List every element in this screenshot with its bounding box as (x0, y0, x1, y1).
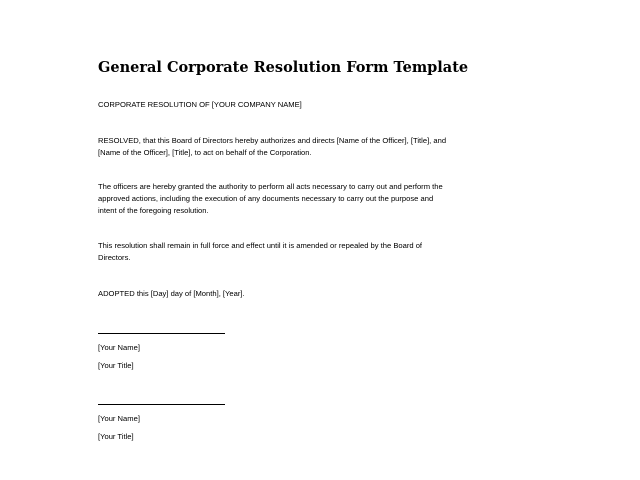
adopted-paragraph: ADOPTED this [Day] day of [Month], [Year]. (98, 289, 245, 298)
signature-title: [Your Title] (98, 361, 134, 370)
document-title: General Corporate Resolution Form Template (98, 59, 469, 76)
resolved-line: [Name of the Officer], [Title], to act on behalf of the Corporation. (98, 148, 312, 157)
signature-title: [Your Title] (98, 432, 134, 441)
officers-line: The officers are hereby granted the authority to perform all acts necessary to carry out and perform the (98, 182, 443, 191)
force-line: Directors. (98, 253, 131, 262)
resolution-heading: CORPORATE RESOLUTION OF [YOUR COMPANY NAME] (98, 100, 302, 109)
force-line: This resolution shall remain in full force and effect until it is amended or repealed by the Board of (98, 241, 423, 250)
officers-paragraph (98, 181, 478, 217)
officers-line: intent of the foregoing resolution. (98, 206, 209, 215)
officers-line: approved actions, including the execution of any documents necessary to carry out the purpose and (98, 194, 434, 203)
resolved-paragraph (98, 135, 478, 159)
resolved-line: RESOLVED, that this Board of Directors hereby authorizes and directs [Name of the Officer], [Title], and (98, 136, 447, 145)
signature-name: [Your Name] (98, 414, 140, 423)
signature-line (98, 404, 225, 405)
force-paragraph (98, 240, 478, 264)
signature-line (98, 333, 225, 334)
signature-name: [Your Name] (98, 343, 140, 352)
